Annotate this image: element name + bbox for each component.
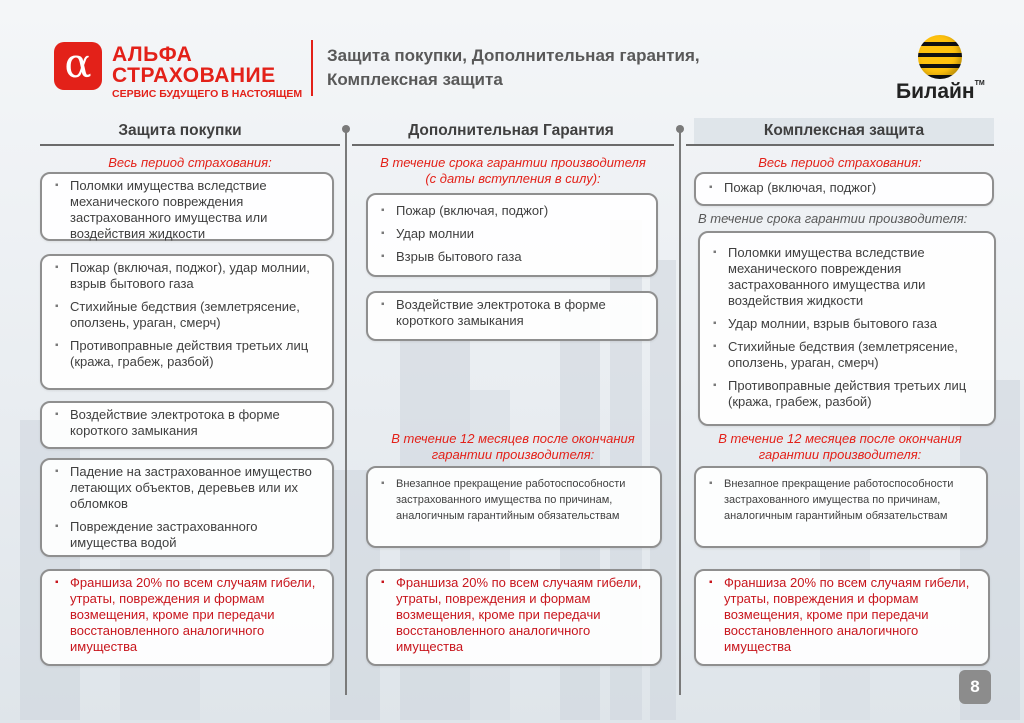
column-title-complex-protection: Комплексная защита [694, 118, 994, 146]
deductible-box [366, 569, 662, 666]
deductible-text: ▪ Франшиза 20% по всем случаям гибели, утраты, повреждения и формам возмещения, кроме при передачи восстановленного аналогичного имущества [380, 575, 650, 655]
partner-logo-text: Билайн™ [896, 80, 985, 103]
list-item: ▪ Поломки имущества вследствие механического повреждения застрахованного имущества или воздействия жидкости [54, 178, 322, 242]
coverage-box [40, 254, 334, 390]
coverage-box [40, 458, 334, 557]
section-label: В течение срока гарантии производителя: [698, 211, 968, 226]
list-item: ▪ Воздействие электротока в форме короткого замыкания [380, 297, 646, 329]
header-underline [686, 144, 994, 146]
coverage-box [366, 466, 662, 548]
deductible-box [694, 569, 990, 666]
coverage-box [698, 231, 996, 426]
beeline-logo-icon [918, 35, 962, 79]
column-title-extended-warranty: Дополнительная Гарантия [408, 122, 614, 139]
list-item: ▪ Падение на застрахованное имущество летающих объектов, деревьев или их обломков [54, 464, 322, 512]
deductible-text: ▪ Франшиза 20% по всем случаям гибели, утраты, повреждения и формам возмещения, кроме при передачи восстановленного аналогичного имущества [708, 575, 978, 655]
company-logo-text: АЛЬФА СТРАХОВАНИЕ [112, 43, 276, 87]
list-item: ▪ Пожар (включая, поджог) [380, 203, 646, 219]
coverage-box [366, 193, 658, 277]
section-label: В течение 12 месяцев после окончания гарантии производителя: [391, 431, 635, 462]
divider-dot [676, 125, 684, 133]
list-item: ▪ Воздействие электротока в форме короткого замыкания [54, 407, 322, 439]
deductible-box [40, 569, 334, 666]
list-item: ▪ Противоправные действия третьих лиц (кража, грабеж, разбой) [712, 378, 984, 410]
list-item: ▪ Поломки имущества вследствие механического повреждения застрахованного имущества или воздействия жидкости [712, 245, 984, 309]
coverage-box [40, 172, 334, 241]
header-underline [40, 144, 340, 146]
list-item: ▪ Пожар (включая, поджог), удар молнии, взрыв бытового газа [54, 260, 322, 292]
section-label: Весь период страхования: [108, 155, 272, 170]
list-item: ▪ Удар молнии [380, 226, 646, 242]
list-item: ▪ Взрыв бытового газа [380, 249, 646, 265]
coverage-box [694, 172, 994, 206]
list-item: ▪ Пожар (включая, поджог) [708, 180, 982, 196]
list-item: ▪ Стихийные бедствия (землетрясение, оползень, ураган, смерч) [712, 339, 984, 371]
column-divider [345, 128, 347, 695]
coverage-box [694, 466, 988, 548]
page-number: 8 [959, 670, 991, 704]
list-item: ▪ Стихийные бедствия (землетрясение, оползень, ураган, смерч) [54, 299, 322, 331]
company-slogan: СЕРВИС БУДУЩЕГО В НАСТОЯЩЕМ [112, 88, 303, 100]
list-item: ▪ Внезапное прекращение работоспособности застрахованного имущества по причинам, аналогичным гарантийным обязательствам [380, 476, 650, 524]
section-label: В течение 12 месяцев после окончания гарантии производителя: [718, 431, 962, 462]
column-title-purchase-protection: Защита покупки [118, 122, 242, 139]
column-divider [679, 128, 681, 695]
list-item: ▪ Внезапное прекращение работоспособности застрахованного имущества по причинам, аналогичным гарантийным обязательствам [708, 476, 976, 524]
header-divider [311, 40, 313, 96]
section-label: В течение срока гарантии производителя (с даты вступления в силу): [380, 155, 646, 186]
list-item: ▪ Удар молнии, взрыв бытового газа [712, 316, 984, 332]
page-title: Защита покупки, Дополнительная гарантия, Комплексная защита [327, 46, 700, 89]
header-underline [352, 144, 674, 146]
coverage-box [366, 291, 658, 341]
deductible-text: ▪ Франшиза 20% по всем случаям гибели, утраты, повреждения и формам возмещения, кроме при передачи восстановленного аналогичного имущества [54, 575, 322, 655]
alfa-logo-icon: α [54, 42, 102, 90]
list-item: ▪ Противоправные действия третьих лиц (кража, грабеж, разбой) [54, 338, 322, 370]
section-label: Весь период страхования: [758, 155, 922, 170]
divider-dot [342, 125, 350, 133]
list-item: ▪ Повреждение застрахованного имущества водой [54, 519, 322, 551]
coverage-box [40, 401, 334, 449]
